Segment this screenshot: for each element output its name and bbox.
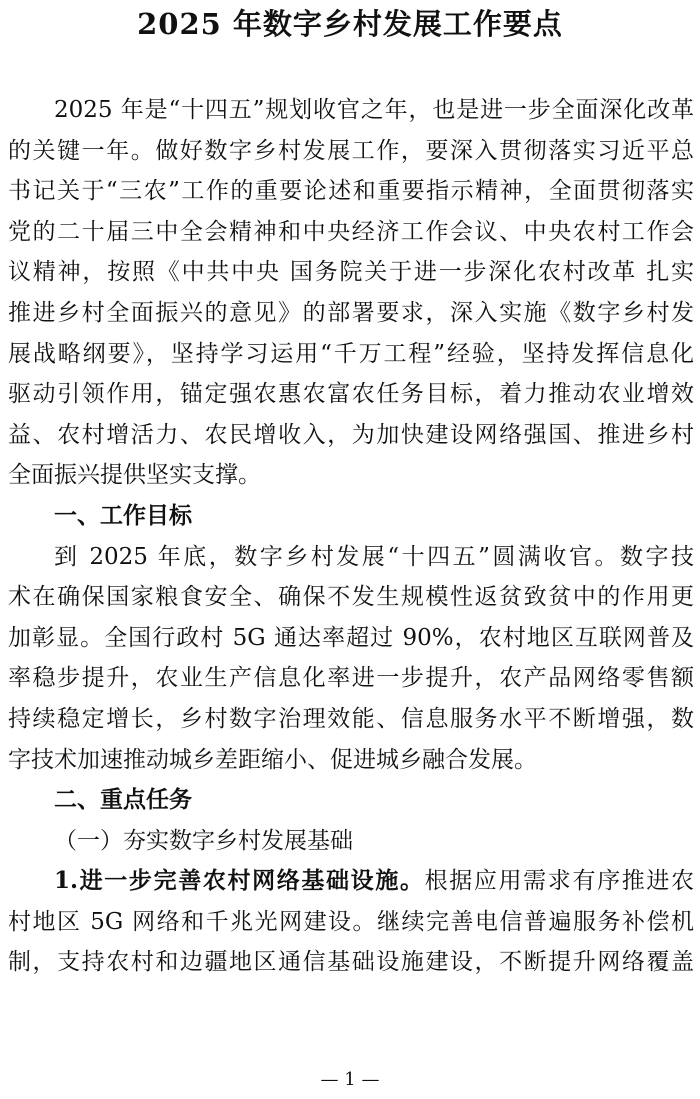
paragraph-line: 率稳步提升，农业生产信息化率进一步提升，农产品网络零售额 [8, 665, 694, 692]
paragraph-line: 加彰显。全国行政村 5G 通达率超过 90%，农村地区互联网普及 [8, 624, 694, 651]
paragraph-line: 2025 年是“十四五”规划收官之年，也是进一步全面深化改革 [54, 97, 694, 123]
subsection-heading: （一）夯实数字乡村发展基础 [54, 827, 353, 854]
paragraph-line: 益、农村增活力、农民增收入，为加快建设网络强国、推进乡村 [8, 421, 694, 448]
paragraph-line: 字技术加速推动城乡差距缩小、促进城乡融合发展。 [8, 746, 537, 773]
paragraph-line: 村地区 5G 网络和千兆光网建设。继续完善电信普遍服务补偿机 [8, 908, 694, 935]
paragraph-line [8, 861, 694, 902]
item-title: 1.进一步完善农村网络基础设施。 [54, 867, 425, 895]
paragraph-line: 党的二十届三中全会精神和中央经济工作会议、中央农村工作会 [8, 218, 694, 245]
paragraph-line: 推进乡村全面振兴的意见》的部署要求，深入实施《数字乡村发 [8, 299, 694, 326]
paragraph-line: 到 2025 年底，数字乡村发展“十四五”圆满收官。数字技 [54, 543, 694, 570]
item-text: 根据应用需求有序推进农 [424, 868, 694, 895]
section-heading-tasks: 二、重点任务 [54, 786, 192, 814]
intro-paragraph [8, 90, 694, 496]
paragraph-line: 全面振兴提供坚实支撑。 [8, 462, 261, 489]
paragraph-line: 持续稳定增长，乡村数字治理效能、信息服务水平不断增强，数 [8, 705, 694, 732]
paragraph-line: 书记关于“三农”工作的重要论述和重要指示精神，全面贯彻落实 [8, 178, 694, 205]
paragraph-line: 制，支持农村和边疆地区通信基础设施建设，不断提升网络覆盖 [8, 949, 694, 976]
section-heading-goals: 一、工作目标 [54, 501, 192, 529]
goals-paragraph [8, 537, 694, 781]
paragraph-line: 的关键一年。做好数字乡村发展工作，要深入贯彻落实习近平总 [8, 137, 694, 164]
page-number: — 1 — [320, 1069, 380, 1090]
paragraph-line: 展战略纲要》，坚持学习运用“千万工程”经验，坚持发挥信息化 [8, 340, 694, 367]
paragraph-line: 术在确保国家粮食安全、确保不发生规模性返贫致贫中的作用更 [8, 584, 694, 611]
document-body [8, 90, 694, 983]
paragraph-line: 驱动引领作用，锚定强农惠农富农任务目标，着力推动农业增效 [8, 381, 694, 408]
task-paragraph [8, 861, 694, 983]
paragraph-line: 议精神，按照《中共中央 国务院关于进一步深化农村改革 扎实 [8, 259, 694, 286]
document-title: 2025 年数字乡村发展工作要点 [137, 7, 563, 41]
